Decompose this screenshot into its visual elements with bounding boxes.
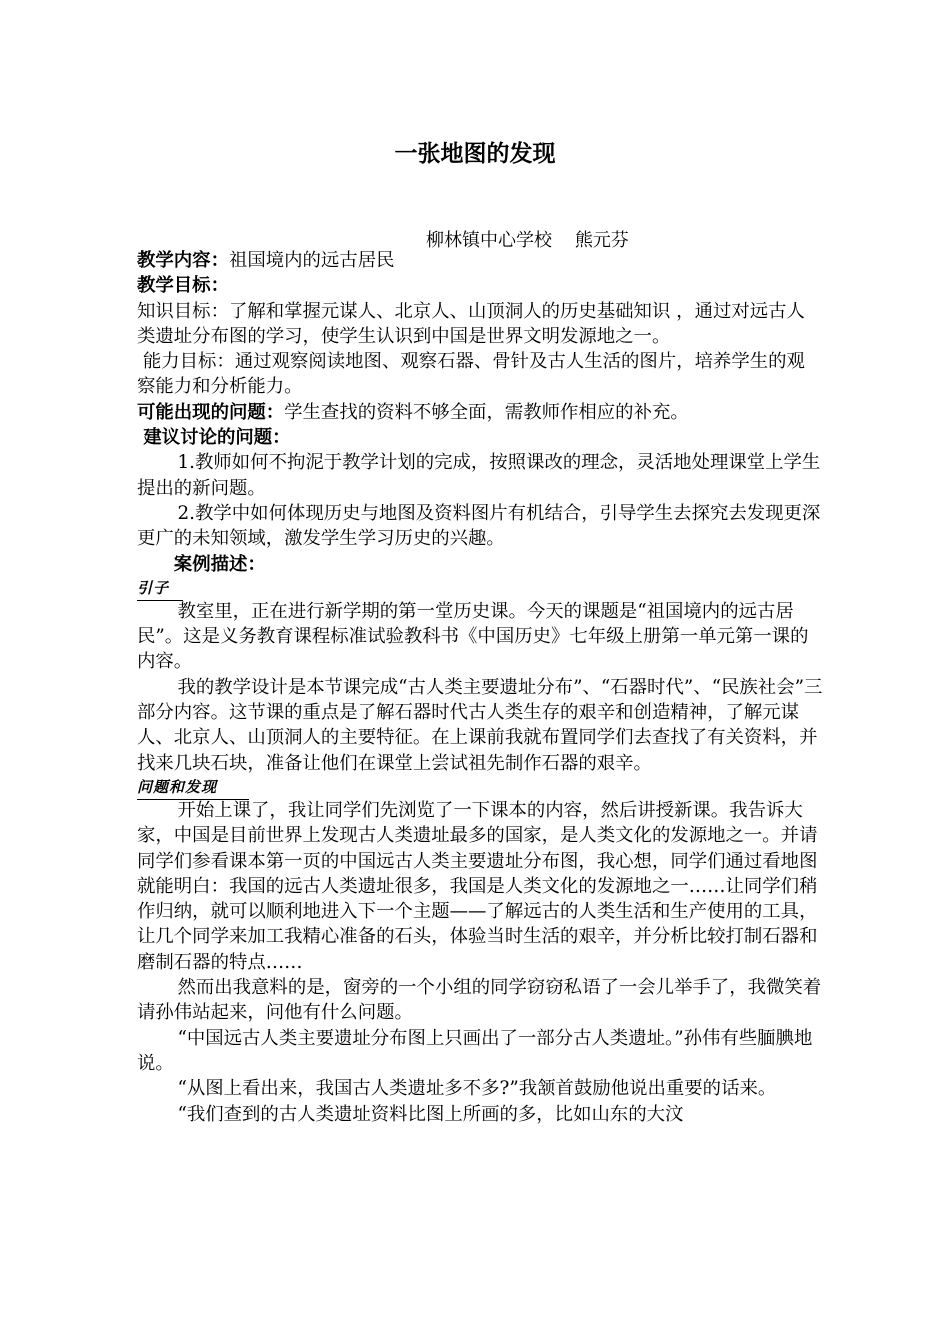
section-heading-intro-text: 引子	[137, 578, 170, 597]
discussion-label: 建议讨论的问题：	[137, 427, 291, 449]
problem-paragraph-1: 开始上课了，我让同学们先浏览了一下课本的内容，然后讲授新课。我告诉大家，中国是目前世界上发现古人类遗址最多的国家，是人类文化的发源地之一。并请同学们参看课本第一页的中国远古人类主要遗址分布图，我心想，同学们通过看地图就能明白：我国的远古人类遗址很多，我国是人类文化的发源地之一……让同学们稍作归纳，就可以顺利地进入下一个主题——了解远古的人类生活和生产使用的工具，让几个同学来加工我精心准备的石头，体验当时生活的艰辛，并分析比较打制石器和磨制石器的特点……	[137, 799, 818, 973]
problem-paragraph-3: “中国远古人类主要遗址分布图上只画出了一部分古人类遗址。”孙伟有些腼腆地说。	[137, 1027, 813, 1074]
section-heading-intro	[137, 577, 823, 599]
teaching-content-label: 教学内容：	[137, 250, 229, 271]
teaching-content-text: 祖国境内的远古居民	[228, 250, 395, 271]
knowledge-goal: 知识目标：了解和掌握元谋人、北京人、山顶洞人的历史基础知识 ，通过对远古人类遗址分布图的学习，使学生认识到中国是世界文明发源地之一。	[137, 300, 805, 347]
possible-problems-text: 学生查找的资料不够全面，需教师作相应的补充。	[284, 401, 689, 423]
problem-paragraph-4: “从图上看出来，我国古人类遗址多不多?”我颔首鼓励他说出重要的话来。	[177, 1078, 777, 1100]
intro-paragraph-2: 我的教学设计是本节课完成“古人类主要遗址分布”、“石器时代”、“民族社会”三部分内容。这节课的重点是了解石器时代古人类生存的艰辛和创造精神，了解元谋人、北京人、山顶洞人的主要特征。在上课前我就布置同学们去查找了有关资料，并找来几块石块，准备让他们在课堂上尝试祖先制作石器的艰辛。	[137, 676, 823, 774]
document-title: 一张地图的发现	[394, 141, 556, 167]
teaching-goals-label: 教学目标：	[137, 275, 229, 297]
case-description-label: 案例描述：	[173, 553, 266, 575]
section-heading-problem	[137, 776, 823, 798]
document-body	[137, 248, 823, 1127]
section-rule	[137, 600, 183, 601]
teaching-content	[137, 248, 823, 273]
author-line: 柳林镇中心学校 熊元芬	[426, 230, 629, 251]
section-rule	[137, 799, 249, 800]
discussion-item-1: 1.教师如何不拘泥于教学计划的完成，按照课改的理念，灵活地处理课堂上学生提出的新问题。	[137, 452, 821, 499]
possible-problems-label: 可能出现的问题：	[137, 401, 285, 423]
intro-paragraph-1: 教室里，正在进行新学期的第一堂历史课。今天的课题是“祖国境内的远古居民”。这是义务教育课程标准试验教科书《中国历史》七年级上册第一单元第一课的内容。	[137, 600, 809, 673]
possible-problems	[137, 400, 823, 425]
section-heading-problem-text: 问题和发现	[137, 777, 218, 796]
ability-goal: 能力目标：通过观察阅读地图、观察石器、骨针及古人生活的图片，培养学生的观察能力和分析能力。	[137, 351, 805, 398]
problem-paragraph-2: 然而出我意料的是，窗旁的一个小组的同学窃窃私语了一会儿举手了，我微笑着请孙伟站起来，问他有什么问题。	[137, 977, 822, 1024]
problem-paragraph-5: “我们查到的古人类遗址资料比图上所画的多，比如山东的大汶	[177, 1103, 684, 1125]
discussion-item-2: 2.教学中如何体现历史与地图及资料图片有机结合，引导学生去探究去发现更深更广的未知领域，激发学生学习历史的兴趣。	[137, 502, 821, 550]
